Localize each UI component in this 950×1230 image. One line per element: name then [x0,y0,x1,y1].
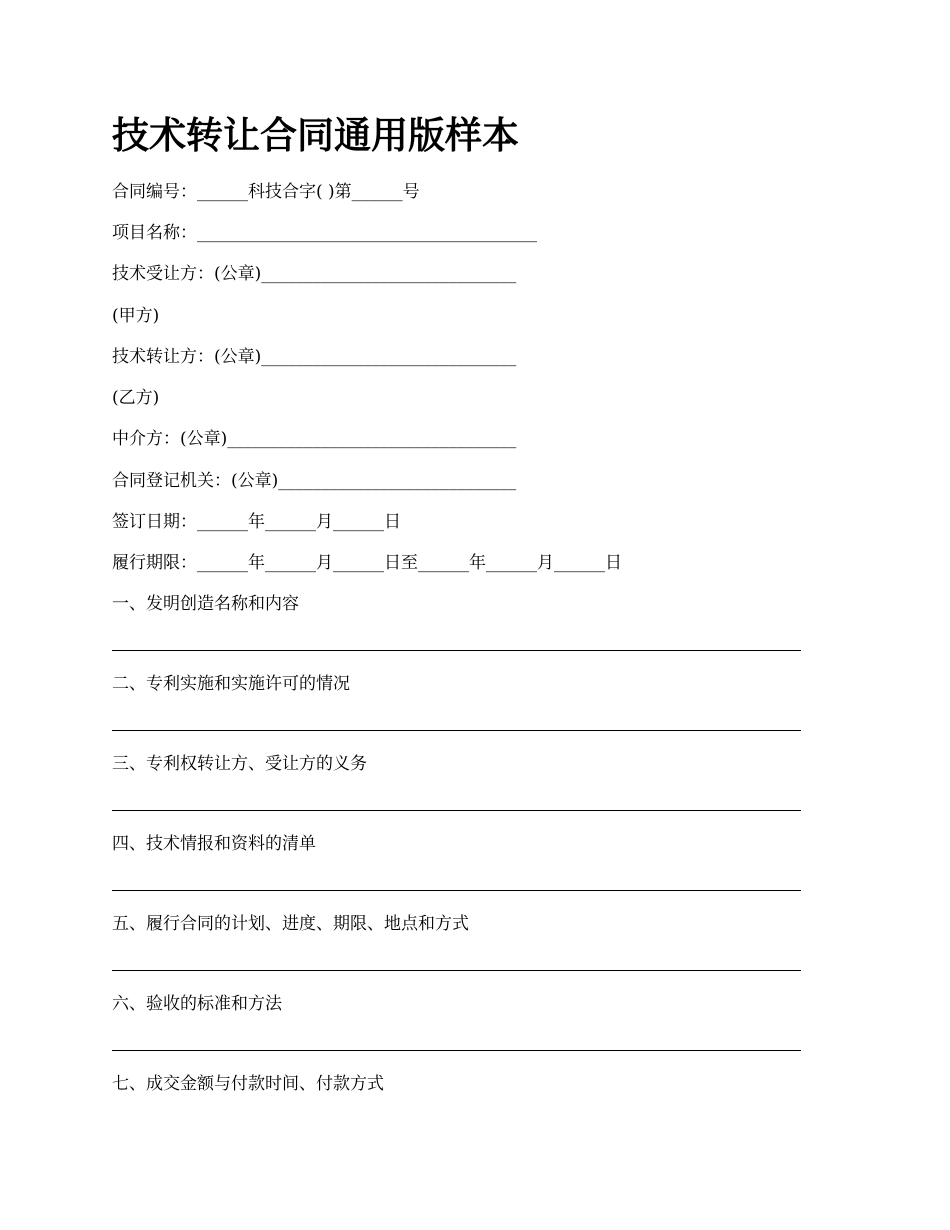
transferee-field: 技术受让方：(公章)______________________________ [112,264,517,284]
section-heading: 一、发明创造名称和内容 [112,594,299,614]
blank-line [112,810,801,811]
party-b-label: (乙方) [112,388,160,408]
blank-line [112,890,801,891]
blank-line [112,650,801,651]
project-name-field: 项目名称：________________________________________ [112,223,537,243]
blank-line [112,970,801,971]
intermediary-field: 中介方：(公章)__________________________________ [112,429,517,449]
party-a-label: (甲方) [112,306,160,326]
contract-number-field: 合同编号：______科技合字( )第______号 [112,182,420,202]
section-heading: 四、技术情报和资料的清单 [112,834,316,854]
transferor-field: 技术转让方：(公章)______________________________ [112,347,517,367]
signing-date-field: 签订日期：______年______月______日 [112,512,401,532]
section-heading: 二、专利实施和实施许可的情况 [112,674,350,694]
blank-line [112,730,801,731]
document-title: 技术转让合同通用版样本 [112,114,519,157]
registration-authority-field: 合同登记机关：(公章)____________________________ [112,471,517,491]
section-heading: 七、成交金额与付款时间、付款方式 [112,1074,384,1094]
section-heading: 六、验收的标准和方法 [112,994,282,1014]
blank-line [112,1050,801,1051]
section-heading: 三、专利权转让方、受让方的义务 [112,754,367,774]
section-heading: 五、履行合同的计划、进度、期限、地点和方式 [112,914,469,934]
performance-period-field: 履行期限：______年______月______日至______年______月______日 [112,553,622,573]
